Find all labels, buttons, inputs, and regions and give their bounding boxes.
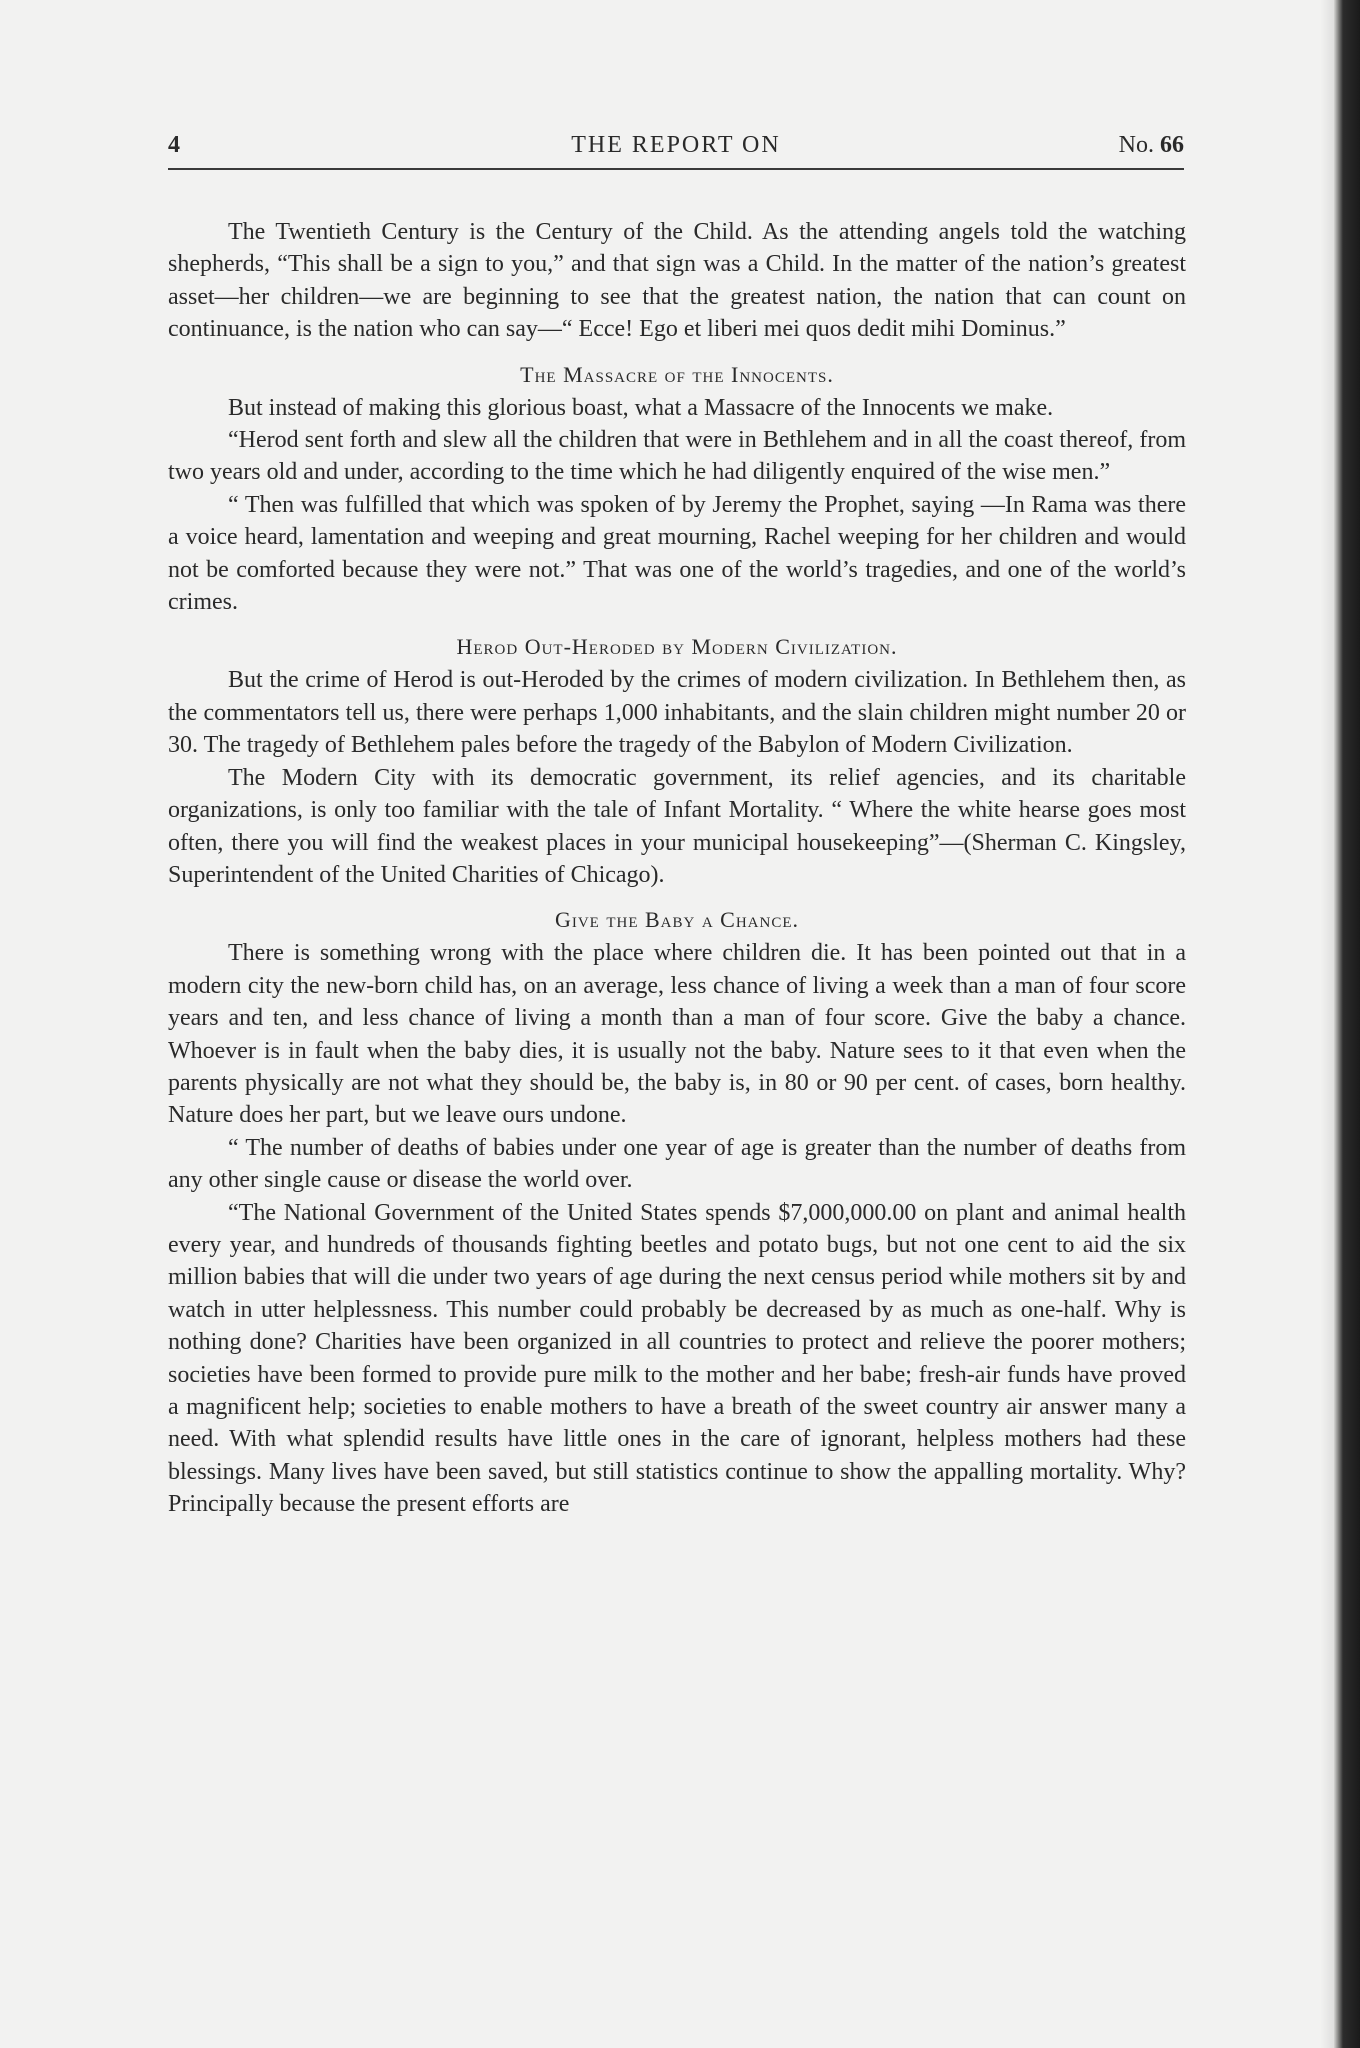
page-number: 4: [168, 132, 180, 158]
paragraph: But the crime of Herod is out-Heroded by the crimes of modern civilization. In Bethlehem then, as the commentators tell us, there were perhaps 1,000 inhabitants, and the slain children might number 20 or 30. The tragedy of Bethlehem pales before the tragedy of the Babylon of Modern Civilization.: [168, 667, 1186, 759]
page-edge: [1334, 0, 1360, 2048]
running-header: [168, 132, 1184, 172]
paragraph: “ The number of deaths of babies under one year of age is greater than the number of deaths from any other single cause or disease the world over.: [168, 1134, 1186, 1194]
paragraph: But instead of making this glorious boast, what a Massacre of the Innocents we make.: [228, 394, 1054, 421]
report-number-value: 66: [1160, 132, 1184, 158]
section-heading: Herod Out-Heroded by Modern Civilization.: [456, 634, 898, 660]
section-heading: The Massacre of the Innocents.: [520, 361, 834, 387]
paragraph: The Twentieth Century is the Century of the Child. As the attending angels told the watching shepherds, “This shall be a sign to you,” and that sign was a Child. In the matter of the nation’s greatest asset—her children—we are beginning to see that the greatest nation, the nation that can count on continuance, is the nation who can say—“ Ecce! Ego et liberi mei quos dedit mihi Dominus.”: [168, 219, 1186, 343]
body-text: [168, 216, 1186, 1521]
header-rule: [168, 168, 1184, 170]
section-heading: Give the Baby a Chance.: [554, 907, 800, 933]
paragraph: “Herod sent forth and slew all the children that were in Bethlehem and in all the coast thereof, from two years old and under, according to the time which he had diligently enquired of the wise men.”: [168, 427, 1186, 486]
page-gutter-shadow: [1320, 0, 1334, 2048]
report-number-prefix: No.: [1118, 132, 1154, 158]
paragraph: “The National Government of the United States spends $7,000,000.00 on plant and animal health every year, and hundreds of thousands fighting beetles and potato bugs, but not one cent to aid the six million babies that will die under two years of age during the next census period while mothers sit by and watch in utter helplessness. This number could probably be decreased by as much as one-half. Why is nothing done? Charities have been organized in all countries to protect and relieve the poorer mothers; societies have been formed to provide pure milk to the mother and her babe; fresh-air funds have proved a magnificent help; societies to enable mothers to have a breath of the sweet country air answer many a need. With what splendid results have little ones in the care of ignorant, helpless mothers had these blessings. Many lives have been saved, but still statistics continue to show the appalling mortality. Why? Principally because the present efforts are: [168, 1199, 1186, 1518]
paragraph: The Modern City with its democratic government, its relief agencies, and its charitable organizations, is only too familiar with the tale of Infant Mortality. “ Where the white hearse goes most often, there you will find the weakest places in your municipal housekeeping”—(Sherman C. Kingsley, Superintendent of the United Charities of Chicago).: [168, 764, 1186, 888]
paragraph: There is something wrong with the place where children die. It has been pointed out that in a modern city the new-born child has, on an average, less chance of living a week than a man of four score years and ten, and less chance of living a month than a man of four score. Give the baby a chance. Whoever is in fault when the baby dies, it is usually not the baby. Nature sees to it that even when the parents physically are not what they should be, the baby is, in 80 or 90 per cent. of cases, born healthy. Nature does her part, but we leave ours undone.: [168, 940, 1186, 1129]
report-number: [1119, 132, 1184, 159]
running-title: THE REPORT ON: [571, 132, 781, 158]
paragraph: “ Then was fulfilled that which was spoken of by Jeremy the Prophet, saying —In Rama was there a voice heard, lamentation and weeping and great mourning, Rachel weeping for her children and would not be comforted because they were not.” That was one of the world’s tragedies, and one of the world’s crimes.: [168, 491, 1186, 616]
